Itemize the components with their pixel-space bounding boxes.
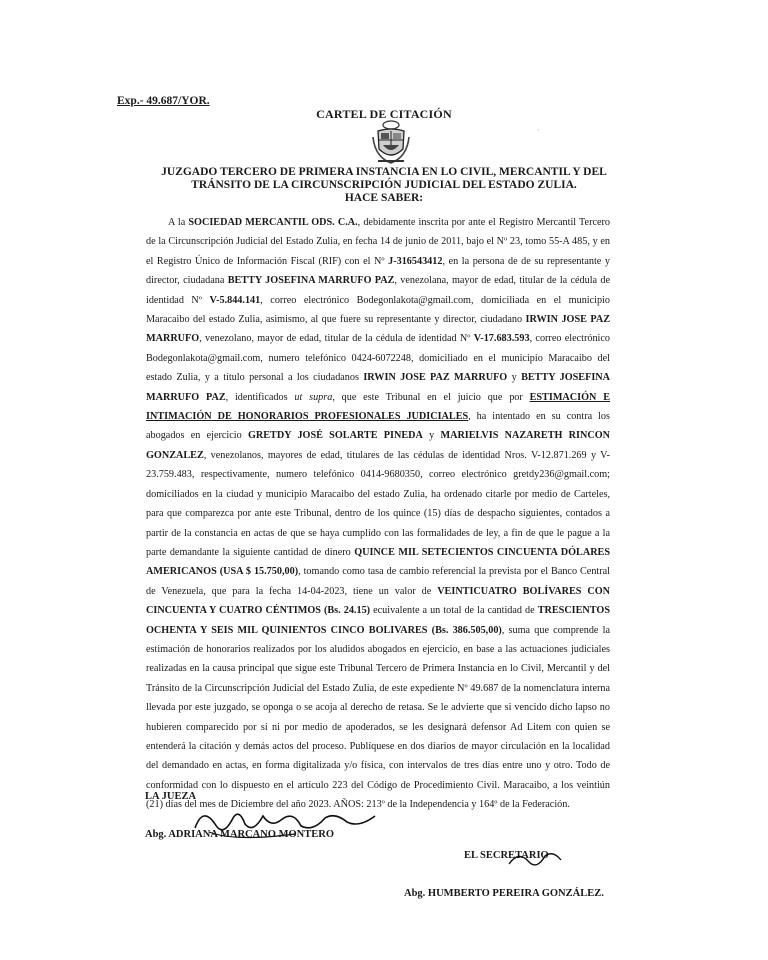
representative-name: BETTY JOSEFINA MARRUFO PAZ xyxy=(227,275,395,287)
coat-of-arms-seal-icon xyxy=(370,117,412,167)
company-name: SOCIEDAD MERCANTIL ODS. C.A. xyxy=(188,217,358,228)
body-text: , en la persona de de su representante y director, ciudadana xyxy=(146,255,610,287)
judge-signature xyxy=(175,798,385,848)
body-text: , venezolano, mayor de edad, titular de la cédula de identidad Nº xyxy=(199,333,474,345)
exchange-rate: VEINTICUATRO BOLÍVARES CON CINCUENTA Y CUATRO CÉNTIMOS (Bs. 24.15) xyxy=(146,585,610,617)
director-name: IRWIN JOSE PAZ MARRUFO xyxy=(146,314,610,345)
court-heading xyxy=(0,166,768,205)
amount-usd: QUINCE MIL SETECIENTOS CINCUENTA DÓLARES AMERICANOS (USA $ 15.750,00) xyxy=(146,546,611,578)
judge-name: Abg. ADRIANA MARCANO MONTERO xyxy=(145,829,335,840)
secretary-title: EL SECRETARIO xyxy=(464,850,549,861)
case-type: ESTIMACIÓN E INTIMACIÓN DE HONORARIOS PROFESIONALES JUDICIALES xyxy=(146,391,610,423)
body-text: , venezolanos, mayores de edad, titulares de las cédulas de identidad Nros. V-12.871.269 y V-23.759.483, respectivamente, numero telefónico 0414-9680350, correo electrónico gretdy236@gmail.com; domiciliados en la ciudad y municipio Maracaibo del estado Zulia, ha ordenado citarle por medio de Carteles, para que comparezca por ante este Tribunal, dentro de los quince (15) días de despacho siguientes, contados a partir de la constancia en actas de que se haya cumplido con las formalidades de ley, a fin de que le pague a la parte demandante la siguiente cantidad de dinero xyxy=(146,449,610,558)
body-text: , identificados xyxy=(225,391,295,403)
court-line-2: TRÁNSITO DE LA CIRCUNSCRIPCIÓN JUDICIAL DEL ESTADO ZULIA. xyxy=(191,179,577,191)
expediente-number: Exp.- 49.687/YOR. xyxy=(117,95,210,107)
latin-phrase: ut supra xyxy=(294,391,333,403)
hace-saber: HACE SABER: xyxy=(344,192,424,204)
body-text: , debidamente inscrita por ante el Registro Mercantil Tercero de la Circunscripción Judicial del Estado Zulia, en fecha 14 de junio de 2011, bajo el Nº 23, tomo 55-A 485, y en el Registro Único de Información Fiscal (RIF) con el Nº xyxy=(146,217,610,267)
lawyer-name: MARIELVIS NAZARETH RINCON GONZALEZ xyxy=(146,430,610,461)
secretary-name: Abg. HUMBERTO PEREIRA GONZÁLEZ. xyxy=(404,888,604,899)
margin-mark: · xyxy=(537,125,540,135)
defendant-name: BETTY JOSEFINA MARRUFO PAZ xyxy=(146,372,611,403)
defendant-name: IRWIN JOSE PAZ MARRUFO xyxy=(363,372,508,384)
id-number: V-17.683.593 xyxy=(473,333,530,345)
document-title: CARTEL DE CITACIÓN xyxy=(316,107,452,121)
body-text: y xyxy=(422,430,441,442)
body-text: , venezolana, mayor de edad, titular de la cédula de identidad Nº xyxy=(146,275,610,306)
judge-title: LA JUEZA xyxy=(145,791,197,802)
body-text: ecuivalente a un total de la cantidad de xyxy=(370,605,538,617)
body-text: , suma que comprende la estimación de honorarios realizados por los aludidos abogados en ejercicio, en base a las actuaciones judiciales realizadas en la causa principal que sigue este Tribunal Tercero de Primera Instancia en lo Civil, Mercantil y del Tránsito de la Circunscripción Judicial del Estado Zulia, de este expediente Nº 49.687 de la nomenclatura interna llevada por este juzgado, se oponga o se acoja al derecho de retasa. Se le advierte que si vencido dicho lapso no hubieren comparecido por sí ni por medio de apoderados, se les designará defensor Ad Litem con quien se entenderá la citación y demás actos del proceso. Publíquese en dos diarios de mayor circulación en la localidad del demandado en actas, en forma digitalizada y/o física, con intervalos de tres días entre uno y otro. Todo de conformidad con lo dispuesto en el artículo 223 del Código de Procedimiento Civil. Maracaibo, a los veintiún (21) días del mes de Diciembre del año 2023. AÑOS: 213º de la Independencia y 164º de la Federación. xyxy=(146,624,610,811)
secretary-signature xyxy=(505,846,565,872)
body-text: , que este Tribunal en el juicio que por xyxy=(332,391,530,403)
body-text: , correo electrónico Bodegonlakota@gmail.com, numero telefónico 0424-6072248, domiciliado en el municipio Maracaibo del estado Zulia, y a título personal a los ciudadanos xyxy=(146,333,610,384)
body-text: , correo electrónico Bodegonlakota@gmail.com, domiciliada en el municipio Maracaibo del estado Zulia, asimismo, al que fuere su representante y director, ciudadano xyxy=(146,294,610,326)
amount-bs: TRESCIENTOS OCHENTA Y SEIS MIL QUINIENTOS CINCO BOLIVARES (Bs. 386.505,00) xyxy=(146,605,610,636)
rif-number: J-316543412 xyxy=(388,255,443,267)
body-text: , ha intentado en su contra los abogados en ejercicio xyxy=(146,411,610,442)
lawyer-name: GRETDY JOSÉ SOLARTE PINEDA xyxy=(247,430,423,442)
citation-body xyxy=(146,213,610,815)
court-line-1: JUZGADO TERCERO DE PRIMERA INSTANCIA EN LO CIVIL, MERCANTIL Y DEL xyxy=(161,166,607,178)
body-text: y xyxy=(507,372,522,384)
id-number: V-5.844.141 xyxy=(209,294,261,306)
body-text: , tomando como tasa de cambio referencial la prevista por el Banco Central de Venezuela, que para la fecha 14-04-2023, tiene un valor de xyxy=(146,566,610,597)
body-text: A la xyxy=(168,217,189,228)
